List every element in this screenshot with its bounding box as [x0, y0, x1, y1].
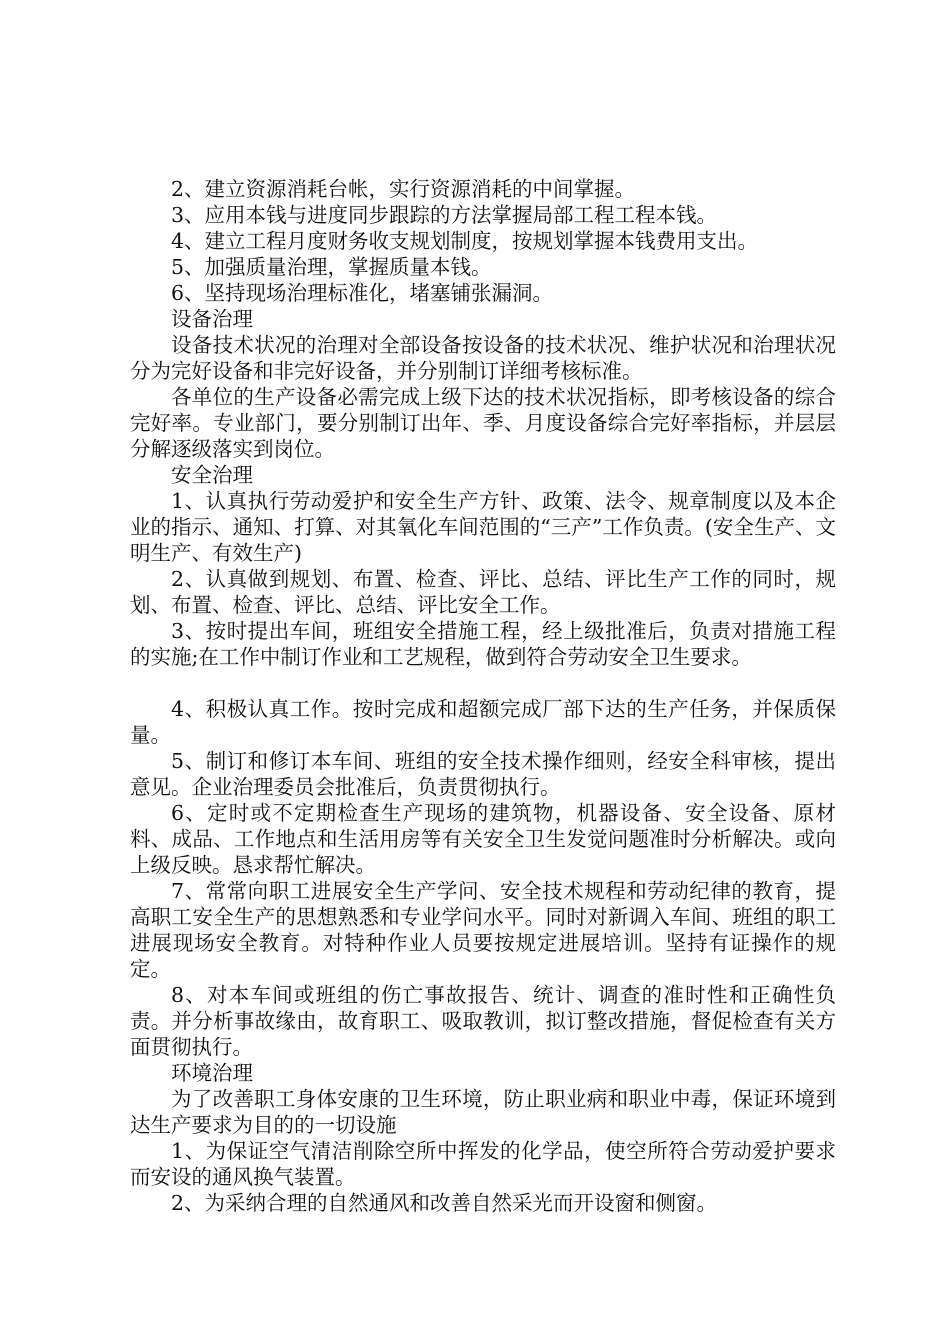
- paragraph-safety-8: 8、对本车间或班组的伤亡事故报告、统计、调查的准时性和正确性负责。并分析事故缘由，故育职工、吸取教训，拟订整改措施，督促检查有关方面贯彻执行。: [130, 983, 836, 1059]
- section-heading-safety: 安全治理: [171, 463, 253, 487]
- paragraph-environment-intro: 为了改善职工身体安康的卫生环境，防止职业病和职业中毒，保证环境到达生产要求为目的的一切设施: [130, 1087, 836, 1137]
- paragraph-equipment-indicators: 各单位的生产设备必需完成上级下达的技术状况指标，即考核设备的综合完好率。专业部门，要分别制订出年、季、月度设备综合完好率指标，并层层分解逐级落实到岗位。: [130, 385, 836, 461]
- paragraph-safety-5: 5、制订和修订本车间、班组的安全技术操作细则，经安全科审核，提出意见。企业治理委员会批准后，负责贯彻执行。: [130, 749, 836, 799]
- paragraph-safety-4: 4、积极认真工作。按时完成和超额完成厂部下达的生产任务，并保质保量。: [130, 697, 836, 747]
- paragraph-equipment-status: 设备技术状况的治理对全部设备按设备的技术状况、维护状况和治理状况分为完好设备和非完好设备，并分别制订详细考核标准。: [130, 333, 836, 383]
- paragraph-environment-1: 1、为保证空气清洁削除空所中挥发的化学品，使空所符合劳动爱护要求而安设的通风换气装置。: [130, 1139, 836, 1189]
- section-heading-environment: 环境治理: [171, 1061, 253, 1085]
- paragraph-safety-2: 2、认真做到规划、布置、检查、评比、总结、评比生产工作的同时，规划、布置、检查、评比、总结、评比安全工作。: [130, 567, 836, 617]
- paragraph-item-5: 5、加强质量治理，掌握质量本钱。: [171, 255, 492, 279]
- paragraph-safety-7: 7、常常向职工进展安全生产学问、安全技术规程和劳动纪律的教育，提高职工安全生产的思想熟悉和专业学问水平。同时对新调入车间、班组的职工进展现场安全教育。对特种作业人员要按规定进展培训。坚持有证操作的规定。: [130, 879, 836, 981]
- paragraph-safety-6: 6、定时或不定期检查生产现场的建筑物，机器设备、安全设备、原材料、成品、工作地点和生活用房等有关安全卫生发觉问题准时分析解决。或向上级反映。恳求帮忙解决。: [130, 801, 836, 877]
- paragraph-item-3: 3、应用本钱与进度同步跟踪的方法掌握局部工程工程本钱。: [171, 203, 718, 227]
- paragraph-item-2: 2、建立资源消耗台帐，实行资源消耗的中间掌握。: [171, 177, 636, 201]
- paragraph-safety-1: 1、认真执行劳动爱护和安全生产方针、政策、法令、规章制度以及本企业的指示、通知、打算、对其氧化车间范围的“三产”工作负责。(安全生产、文明生产、有效生产): [130, 489, 836, 565]
- section-heading-equipment: 设备治理: [171, 307, 253, 331]
- paragraph-environment-2: 2、为采纳合理的自然通风和改善自然采光而开设窗和侧窗。: [171, 1191, 718, 1215]
- paragraph-item-6: 6、坚持现场治理标准化，堵塞铺张漏洞。: [171, 281, 554, 305]
- document-body: [130, 176, 836, 1216]
- paragraph-safety-3: 3、按时提出车间，班组安全措施工程，经上级批准后，负责对措施工程的实施;在工作中制订作业和工艺规程，做到符合劳动安全卫生要求。: [130, 619, 836, 669]
- paragraph-item-4: 4、建立工程月度财务收支规划制度，按规划掌握本钱费用支出。: [171, 229, 759, 253]
